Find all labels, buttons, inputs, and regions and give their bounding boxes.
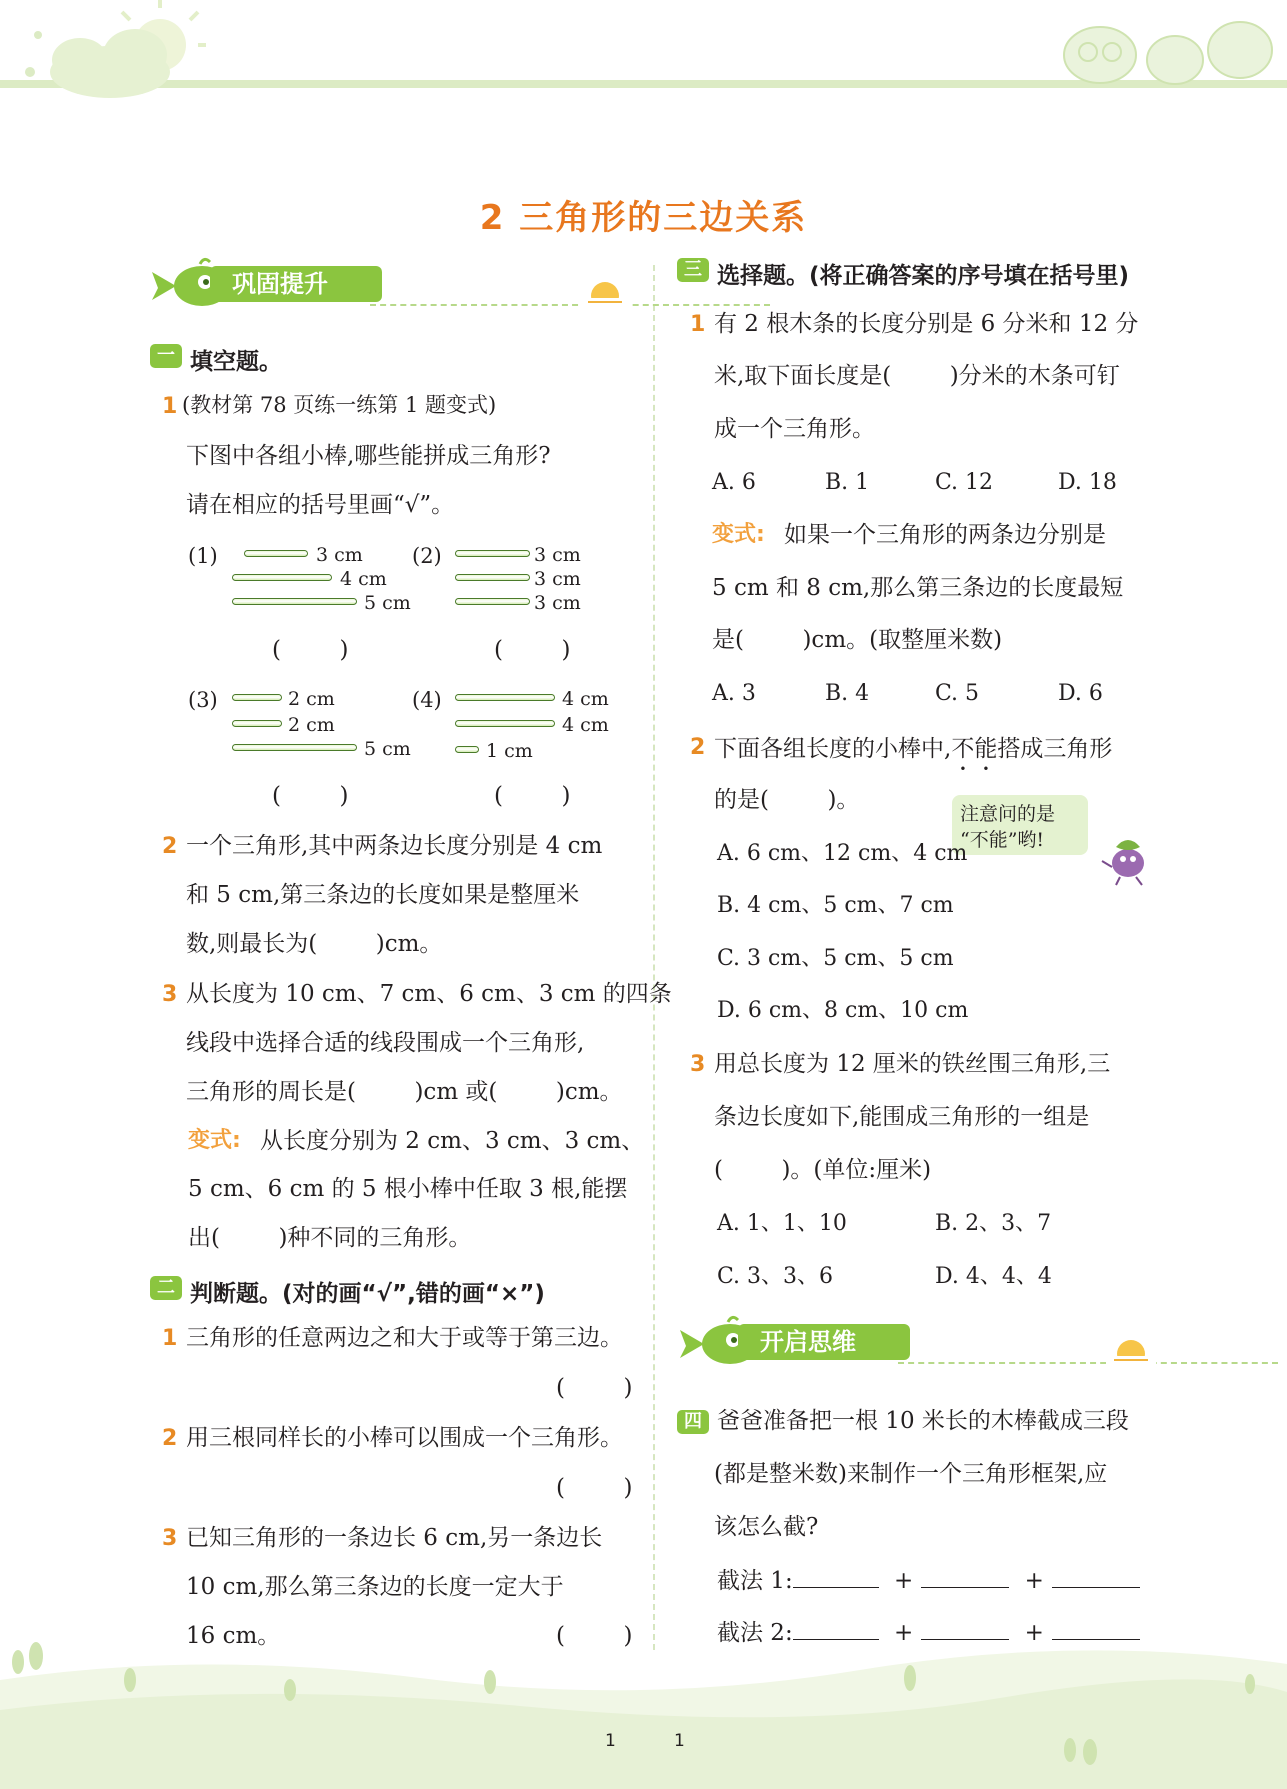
question-number: 1 (690, 312, 706, 337)
answer-blank[interactable] (793, 1587, 879, 1588)
stick (455, 720, 555, 727)
stick (232, 720, 282, 727)
option[interactable]: C. 12 (935, 470, 994, 495)
question-text: 下图中各组小棒,哪些能拼成三角形? (186, 443, 551, 469)
question-text: 5 cm 和 8 cm,那么第三条边的长度最短 (712, 575, 1124, 601)
question-text: 是( )cm。(取整厘米数) (712, 627, 1003, 653)
question-number: 1 (162, 1326, 178, 1351)
question-text: 5 cm、6 cm 的 5 根小棒中任取 3 根,能摆 (188, 1176, 628, 1202)
option[interactable]: D. 6 (1058, 681, 1103, 706)
stick (455, 598, 530, 605)
page-number-left: 1 (605, 1731, 616, 1751)
question-text: 的是( )。 (714, 787, 860, 813)
option[interactable]: B. 1 (825, 470, 870, 495)
section-title-judge: 判断题。(对的画“√”,错的画“×”) (190, 1281, 545, 1307)
question-text: 有 2 根木条的长度分别是 6 分米和 12 分 (714, 311, 1139, 337)
question-text: 和 5 cm,第三条边的长度如果是整厘米 (186, 882, 580, 908)
question-text: 三角形的周长是( )cm 或( )cm。 (186, 1079, 623, 1105)
question-number: 1 (162, 394, 178, 419)
page-number-right: 1 (674, 1731, 685, 1751)
question-text: 从长度分别为 2 cm、3 cm、3 cm、 (260, 1128, 645, 1154)
eggplant-mascot-icon (1098, 825, 1158, 887)
question-number: 2 (162, 834, 178, 859)
answer-blank[interactable] (921, 1587, 1009, 1588)
answer-parentheses[interactable]: ( ) (556, 1623, 633, 1649)
question-text: (都是整米数)来制作一个三角形框架,应 (714, 1461, 1108, 1487)
question-text: 已知三角形的一条边长 6 cm,另一条边长 (186, 1525, 603, 1551)
option[interactable]: D. 18 (1058, 470, 1117, 495)
option[interactable]: B. 2、3、7 (935, 1211, 1052, 1236)
option[interactable]: A. 3 (712, 681, 756, 706)
answer-parentheses[interactable]: ( ) (556, 1375, 633, 1401)
question-text: 16 cm。 (186, 1623, 281, 1649)
answer-blank[interactable] (1052, 1587, 1140, 1588)
question-number: 2 (162, 1426, 178, 1451)
sunset-icon (580, 270, 630, 310)
animal-faces-icon (1064, 22, 1272, 84)
section-badge-3: 三 (677, 258, 709, 282)
section-title-choice: 选择题。(将正确答案的序号填在括号里) (717, 263, 1130, 289)
stick (232, 574, 332, 581)
option[interactable]: A. 6 (712, 470, 756, 495)
answer-parentheses[interactable]: ( ) (494, 637, 571, 663)
option[interactable]: A. 6 cm、12 cm、4 cm (717, 841, 968, 866)
option[interactable]: A. 1、1、10 (717, 1211, 847, 1236)
question-text: 数,则最长为( )cm。 (186, 931, 443, 957)
hills-decoration (0, 1640, 1287, 1789)
question-text: 如果一个三角形的两条边分别是 (784, 522, 1106, 548)
question-text: 10 cm,那么第三条边的长度一定大于 (186, 1574, 564, 1600)
option[interactable]: C. 3 cm、5 cm、5 cm (717, 946, 954, 971)
cloud-icon (50, 29, 170, 98)
stick (455, 574, 530, 581)
sunset-icon (1106, 1328, 1156, 1368)
emphasis-text: 不能 (951, 736, 998, 762)
question-number: 3 (162, 982, 178, 1007)
answer-parentheses[interactable]: ( ) (494, 783, 571, 809)
stick (455, 746, 479, 753)
banner-consolidate (150, 260, 630, 310)
question-text: 用三根同样长的小棒可以围成一个三角形。 (186, 1425, 623, 1451)
question-text: 条边长度如下,能围成三角形的一组是 (714, 1104, 1090, 1130)
question-text: 米,取下面长度是( )分米的木条可钉 (714, 363, 1120, 389)
option[interactable]: B. 4 cm、5 cm、7 cm (717, 893, 954, 918)
stick (455, 694, 555, 701)
section-title-fill-blank: 填空题。 (190, 349, 282, 375)
section-badge-4: 四 (677, 1410, 709, 1434)
answer-parentheses[interactable]: ( ) (556, 1475, 633, 1501)
banner-thinking (678, 1318, 1158, 1368)
column-divider (653, 265, 655, 1650)
question-source: (教材第 78 页练一练第 1 题变式) (182, 393, 497, 417)
question-text: 请在相应的括号里画“√”。 (186, 492, 455, 518)
option[interactable]: D. 6 cm、8 cm、10 cm (717, 998, 969, 1023)
star-icon (25, 31, 42, 77)
section-badge-1: 一 (150, 344, 182, 368)
option[interactable]: B. 4 (825, 681, 870, 706)
stick (232, 744, 357, 751)
stick (232, 598, 357, 605)
question-text: 线段中选择合适的线段围成一个三角形, (186, 1030, 585, 1056)
question-text: 一个三角形,其中两条边长度分别是 4 cm (186, 833, 603, 859)
question-text: 出( )种不同的三角形。 (188, 1225, 472, 1251)
question-text: 该怎么截? (714, 1514, 819, 1540)
question-number: 3 (162, 1526, 178, 1551)
variant-label: 变式: (712, 522, 765, 547)
cut-method-1: 截法 1: + + (717, 1570, 1140, 1593)
question-text: 从长度为 10 cm、7 cm、6 cm、3 cm 的四条 (186, 981, 672, 1007)
question-text: 三角形的任意两边之和大于或等于第三边。 (186, 1325, 623, 1351)
header-decoration (0, 0, 1287, 110)
question-text: ( )。(单位:厘米) (714, 1157, 932, 1183)
question-text: 用总长度为 12 厘米的铁丝围三角形,三 (714, 1051, 1111, 1077)
banner-title: 开启思维 (738, 1324, 910, 1360)
answer-parentheses[interactable]: ( ) (272, 783, 349, 809)
answer-parentheses[interactable]: ( ) (272, 637, 349, 663)
variant-label: 变式: (188, 1128, 241, 1153)
cut-method-2: 截法 2: + + (717, 1622, 1140, 1645)
page-title: 2 三角形的三边关系 (479, 198, 808, 238)
stick (244, 550, 308, 557)
section-badge-2: 二 (150, 1276, 182, 1300)
banner-title: 巩固提升 (210, 266, 382, 302)
question-number: 3 (690, 1052, 706, 1077)
hint-bubble: 注意问的是 “不能”哟! (952, 795, 1088, 855)
question-text: 爸爸准备把一根 10 米长的木棒截成三段 (717, 1408, 1129, 1434)
option[interactable]: C. 3、3、6 (717, 1264, 834, 1289)
stick (232, 694, 282, 701)
question-text: 下面各组长度的小棒中,不能搭成三角形 (714, 736, 1113, 762)
option[interactable]: D. 4、4、4 (935, 1264, 1052, 1289)
option[interactable]: C. 5 (935, 681, 980, 706)
stick (455, 550, 530, 557)
question-number: 2 (690, 735, 706, 760)
question-text: 成一个三角形。 (714, 416, 875, 442)
